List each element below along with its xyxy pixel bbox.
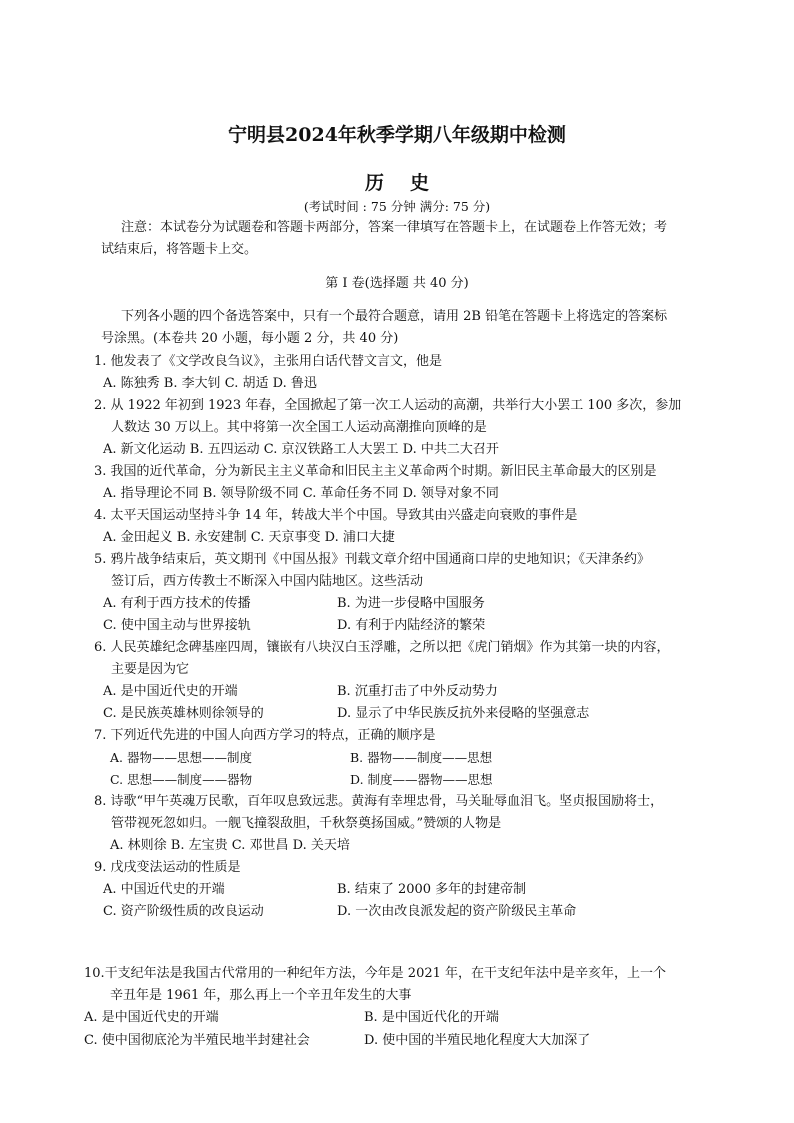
question-5-stem: 5. 鸦片战争结束后，英文期刊《中国丛报》刊载文章介绍中国通商口岸的史地知识；《天津条约》	[94, 552, 651, 567]
question-5-option-b: B. 为进一步侵略中国服务	[337, 596, 485, 611]
notice-line-2: 试结束后，将答题卡上交。	[101, 242, 258, 257]
notice-line-1: 注意：本试卷分为试题卷和答题卡两部分，答案一律填写在答题卡上，在试题卷上作答无效；考	[121, 220, 668, 235]
question-10-option-c: C. 使中国彻底沦为半殖民地半封建社会	[84, 1033, 310, 1048]
question-9-option-a: A. 中国近代史的开端	[103, 882, 225, 897]
question-5-stem-cont: 签订后，西方传教士不断深入中国内陆地区。这些活动	[111, 574, 424, 589]
question-3-stem: 3. 我国的近代革命，分为新民主主义革命和旧民主主义革命两个时期。新旧民主革命最大的区别是	[94, 464, 657, 479]
question-5-option-c: C. 使中国主动与世界接轨	[103, 618, 251, 633]
section-heading: 第 I 卷(选择题 共 40 分)	[325, 276, 469, 291]
question-8-stem: 8. 诗歌“甲午英魂万民歌，百年叹息致远悲。黄海有幸埋忠骨，马关耻辱血泪飞。坚贞报国励将士，	[94, 794, 664, 809]
question-10-stem-cont: 辛丑年是 1961 年，那么再上一个辛丑年发生的大事	[110, 988, 412, 1003]
exam-info: (考试时间 : 75 分钟 满分: 75 分)	[303, 199, 491, 214]
question-6-option-c: C. 是民族英雄林则徐领导的	[103, 706, 264, 721]
question-10-option-d: D. 使中国的半殖民地化程度大大加深了	[364, 1033, 591, 1048]
question-7-option-d: D. 制度——器物——思想	[350, 772, 493, 787]
question-6-option-d: D. 显示了中华民族反抗外来侵略的坚强意志	[337, 706, 590, 721]
question-9-stem: 9. 戊戌变法运动的性质是	[94, 860, 241, 875]
question-9-option-d: D. 一次由改良派发起的资产阶级民主革命	[337, 904, 577, 919]
question-5-option-d: D. 有利于内陆经济的繁荣	[337, 618, 486, 633]
question-1-stem: 1. 他发表了《文学改良刍议》，主张用白话代替文言文，他是	[94, 354, 443, 369]
question-10-option-a: A. 是中国近代史的开端	[84, 1010, 219, 1025]
question-2-stem: 2. 从 1922 年初到 1923 年春，全国掀起了第一次工人运动的高潮，共举行大小罢工 100 多次，参加	[94, 398, 682, 413]
question-7-stem: 7. 下列近代先进的中国人向西方学习的特点，正确的顺序是	[94, 728, 436, 743]
question-2-stem-cont: 人数达 30 万以上。其中将第一次全国工人运动高潮推向顶峰的是	[111, 420, 487, 435]
question-10-option-b: B. 是中国近代化的开端	[364, 1010, 499, 1025]
question-5-option-a: A. 有利于西方技术的传播	[103, 596, 251, 611]
question-4-options: A. 金田起义 B. 永安建制 C. 天京事变 D. 浦口大捷	[103, 530, 395, 545]
question-7-option-c: C. 思想——制度——器物	[110, 772, 253, 787]
question-7-option-a: A. 器物——思想——制度	[110, 750, 252, 765]
section-instruction-1: 下列各小题的四个备选答案中，只有一个最符合题意，请用 2B 铅笔在答题卡上将选定的答案标	[121, 309, 668, 324]
question-6-option-a: A. 是中国近代史的开端	[103, 684, 238, 699]
question-7-option-b: B. 器物——制度——思想	[350, 750, 493, 765]
question-9-option-b: B. 结束了 2000 多年的封建帝制	[337, 882, 527, 897]
exam-title: 宁明县2024年秋季学期八年级期中检测	[228, 124, 566, 146]
question-9-option-c: C. 资产阶级性质的改良运动	[103, 904, 264, 919]
question-6-stem-cont: 主要是因为它	[111, 662, 190, 677]
question-6-option-b: B. 沉重打击了中外反动势力	[337, 684, 498, 699]
question-6-stem: 6. 人民英雄纪念碑基座四周，镶嵌有八块汉白玉浮雕，之所以把《虎门销烟》作为其第一块的内容，	[94, 640, 670, 655]
question-3-options: A. 指导理论不同 B. 领导阶级不同 C. 革命任务不同 D. 领导对象不同	[103, 486, 499, 501]
question-2-options: A. 新文化运动 B. 五四运动 C. 京汉铁路工人大罢工 D. 中共二大召开	[103, 442, 499, 457]
question-8-options: A. 林则徐 B. 左宝贵 C. 邓世昌 D. 关天培	[110, 838, 350, 853]
question-10-stem: 10.干支纪年法是我国古代常用的一种纪年方法，今年是 2021 年，在干支纪年法中是辛亥年，上一个	[84, 966, 667, 981]
section-instruction-2: 号涂黑。(本卷共 20 小题，每小题 2 分，共 40 分)	[101, 331, 399, 346]
question-1-options: A. 陈独秀 B. 李大钊 C. 胡适 D. 鲁迅	[103, 376, 317, 391]
question-8-stem-cont: 管带视死忽如归。一舰飞撞裂敌胆，千秋祭奠扬国威。”赞颂的人物是	[111, 816, 502, 831]
subject-title: 历史	[364, 172, 455, 194]
question-4-stem: 4. 太平天国运动坚持斗争 14 年，转战大半个中国。导致其由兴盛走向衰败的事件是	[94, 508, 578, 523]
